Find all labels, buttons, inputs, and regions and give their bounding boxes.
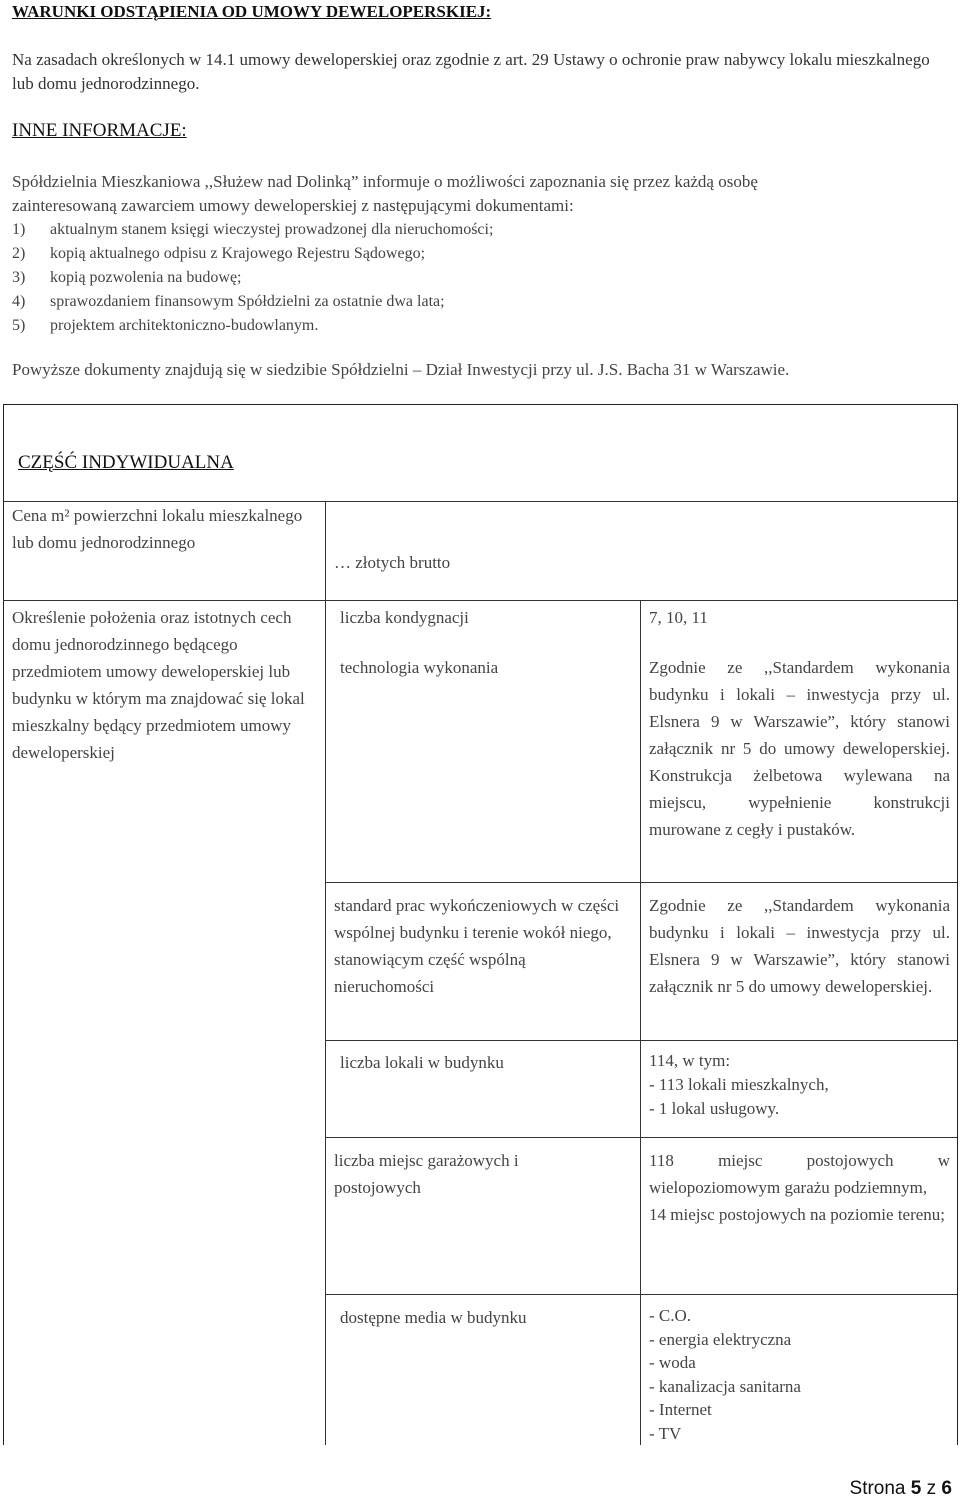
table-row-divider	[325, 1294, 957, 1295]
parking-value-1: 118 miejsc postojowych w wielopoziomowym garażu podziemnym,	[649, 1151, 950, 1197]
documents-list	[12, 218, 493, 338]
parking-label: liczba miejsc garażowych i postojowych	[334, 1151, 519, 1197]
list-item: 2) kopią aktualnego odpisu z Krajowego Rejestru Sądowego;	[12, 245, 426, 262]
media-value	[649, 1304, 801, 1445]
table-row-divider	[3, 600, 957, 601]
list-item: - 1 lokal usługowy.	[649, 1099, 780, 1118]
list-item: - 113 lokali mieszkalnych,	[649, 1075, 829, 1094]
tech-label: technologia wykonania	[340, 658, 499, 677]
list-item: 114, w tym:	[649, 1051, 731, 1070]
floors-label: liczba kondygnacji	[340, 608, 469, 627]
units-label: liczba lokali w budynku	[340, 1053, 504, 1072]
parking-value-2: 14 miejsc postojowych na poziomie terenu;	[649, 1205, 946, 1224]
list-item: - energia elektryczna	[649, 1329, 792, 1349]
list-item: - woda	[649, 1353, 696, 1372]
location-label: Określenie położenia oraz istotnych cech domu jednorodzinnego będącego przedmiotem umowy deweloperskiej lub budynku w którym ma znajdować się lokal mieszkalny będący przedmiotem umowy deweloperskiej	[12, 608, 305, 762]
price-label: Cena m² powierzchni lokalu mieszkalnego lub domu jednorodzinnego	[12, 506, 303, 552]
list-item: - Internet	[649, 1400, 712, 1419]
list-item: - TV	[649, 1423, 682, 1443]
list-item: 1) aktualnym stanem księgi wieczystej prowadzonej dla nieruchomości;	[12, 221, 494, 238]
other-info-intro	[12, 170, 956, 218]
list-item: 3) kopią pozwolenia na budowę;	[12, 269, 242, 286]
tech-value: Zgodnie ze ,,Standardem wykonania budynku i lokali – inwestycja przy ul. Elsnera 9 w Warszawie”, który stanowi załącznik nr 5 do umowy deweloperskiej. Konstrukcja żelbetowa wylewana na miejscu, wypełnienie konstrukcji murowane z cegły i pustaków.	[649, 658, 950, 839]
list-item: - kanalizacja sanitarna	[649, 1376, 801, 1396]
withdrawal-text: Na zasadach określonych w 14.1 umowy deweloperskiej oraz zgodnie z art. 29 Ustawy o ochronie praw nabywcy lokalu mieszkalnego lub domu jednorodzinnego.	[12, 50, 930, 93]
withdrawal-heading: WARUNKI ODSTĄPIENIA OD UMOWY DEWELOPERSKIEJ:	[12, 2, 492, 21]
units-value	[649, 1049, 829, 1121]
floors-value: 7, 10, 11	[649, 608, 708, 627]
finish-value: Zgodnie ze ,,Standardem wykonania budynku i lokali – inwestycja przy ul. Elsnera 9 w Warszawie”, który stanowi załącznik nr 5 do umowy deweloperskiej.	[649, 896, 950, 996]
list-item: 5) projektem architektoniczno-budowlanym.	[12, 317, 319, 334]
table-row-divider	[325, 882, 957, 883]
price-value: … złotych brutto	[334, 553, 451, 572]
other-info-heading: INNE INFORMACJE:	[12, 120, 187, 141]
documents-location: Powyższe dokumenty znajdują się w siedzibie Spółdzielni – Dział Inwestycji przy ul. J.S. Bacha 31 w Warszawie.	[12, 360, 790, 379]
page-number: Strona 5 z 6	[849, 1478, 952, 1499]
parking-value	[649, 1147, 950, 1228]
table-column-divider	[325, 501, 326, 1445]
finish-label: standard prac wykończeniowych w części wspólnej budynku i terenie wokół niego, stanowiącym część wspólną nieruchomości	[334, 896, 620, 996]
media-label: dostępne media w budynku	[340, 1308, 527, 1327]
table-row-divider	[325, 1137, 957, 1138]
table-row-divider	[325, 1040, 957, 1041]
list-item: - C.O.	[649, 1306, 692, 1325]
list-item: 4) sprawozdaniem finansowym Spółdzielni za ostatnie dwa lata;	[12, 293, 445, 310]
intro-line-2: zainteresowaną zawarciem umowy deweloperskiej z następującymi dokumentami:	[12, 196, 574, 215]
intro-line-1: Spółdzielnia Mieszkaniowa ,,Służew nad Dolinką” informuje o możliwości zapoznania się przez każdą osobę	[12, 172, 758, 191]
table-column-divider	[640, 600, 641, 1445]
individual-heading: CZĘŚĆ INDYWIDUALNA	[18, 452, 234, 473]
